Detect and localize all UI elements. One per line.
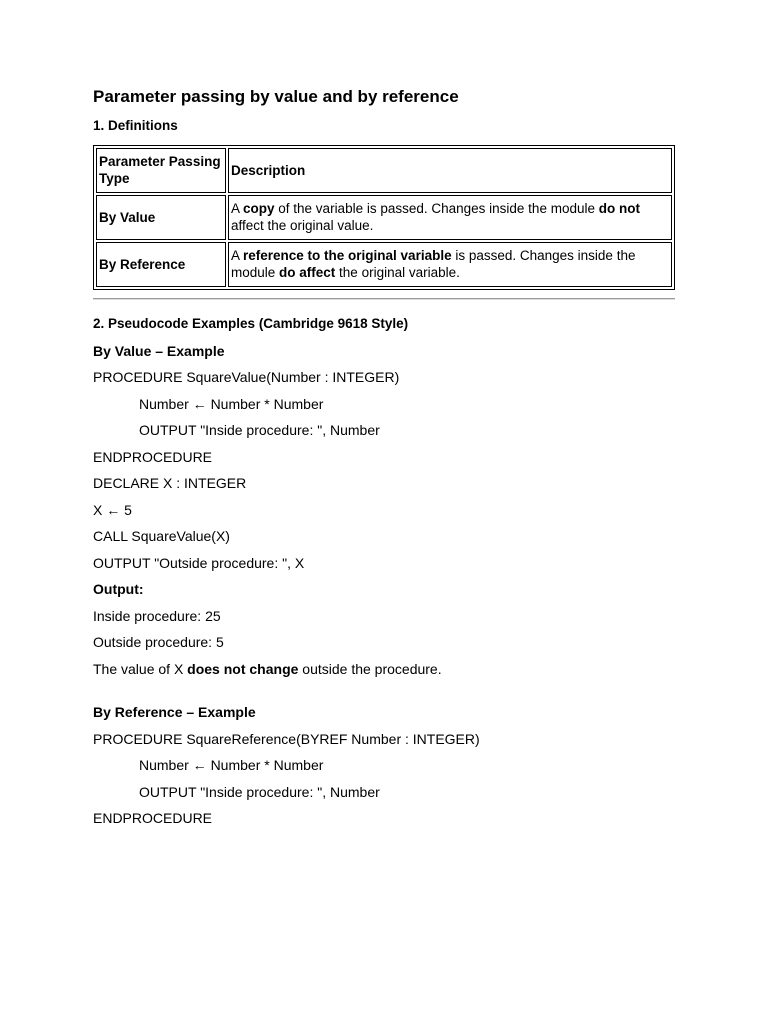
spacer <box>93 678 675 695</box>
desc-text: of the variable is passed. Changes inside the module <box>274 201 599 216</box>
code-line: CALL SquareValue(X) <box>93 528 230 544</box>
code-line: ENDPROCEDURE <box>93 448 213 465</box>
code-line: OUTPUT "Outside procedure: ", X <box>93 554 305 571</box>
table-header-row <box>96 148 672 193</box>
output-line: Outside procedure: 5 <box>93 634 224 650</box>
code-line: OUTPUT "Inside procedure: ", Number <box>139 783 380 800</box>
desc-bold: reference to the original variable <box>243 248 452 263</box>
code-line: ENDPROCEDURE <box>93 810 213 826</box>
table-header-cell: Description <box>228 148 672 193</box>
table-header-cell: Parameter Passing Type <box>96 148 226 193</box>
by-reference-heading: By Reference – Example <box>93 704 256 720</box>
section-definitions-heading: 1. Definitions <box>93 118 178 133</box>
note-text: outside the procedure. <box>298 660 442 677</box>
section-pseudocode-heading: 2. Pseudocode Examples (Cambridge 9618 Style) <box>93 316 409 331</box>
table-row <box>96 242 672 287</box>
page-title: Parameter passing by value and by reference <box>93 87 459 106</box>
table-cell-description <box>228 195 672 240</box>
desc-text: the original variable. <box>335 265 460 280</box>
table-cell-type: By Value <box>96 195 226 240</box>
desc-bold: copy <box>243 201 275 216</box>
desc-text: A <box>231 248 244 263</box>
code-line: PROCEDURE SquareReference(BYREF Number : INTEGER) <box>93 730 480 747</box>
divider <box>93 298 675 300</box>
code-line: PROCEDURE SquareValue(Number : INTEGER) <box>93 369 400 385</box>
table-cell-type: By Reference <box>96 242 226 287</box>
note-text: The value of X <box>93 660 188 677</box>
output-label: Output: <box>93 581 144 597</box>
desc-text: A <box>231 201 244 216</box>
by-value-note <box>93 660 675 678</box>
code-line: Number ← Number * Number <box>139 757 324 773</box>
definitions-table <box>93 145 675 290</box>
code-line: Number ← Number * Number <box>139 395 324 412</box>
code-line: DECLARE X : INTEGER <box>93 475 247 491</box>
by-value-heading: By Value – Example <box>93 342 225 359</box>
desc-bold: do not <box>598 201 640 216</box>
output-line: Inside procedure: 25 <box>93 607 221 624</box>
desc-text: affect the original value. <box>231 218 374 233</box>
code-line: X ← 5 <box>93 501 132 518</box>
table-cell-description <box>228 242 672 287</box>
note-bold: does not change <box>187 660 299 677</box>
code-line: OUTPUT "Inside procedure: ", Number <box>139 422 380 438</box>
desc-bold: do affect <box>279 265 336 280</box>
document <box>93 86 675 827</box>
desc-text: is passed. Changes inside the module <box>231 248 636 280</box>
table-row <box>96 195 672 240</box>
